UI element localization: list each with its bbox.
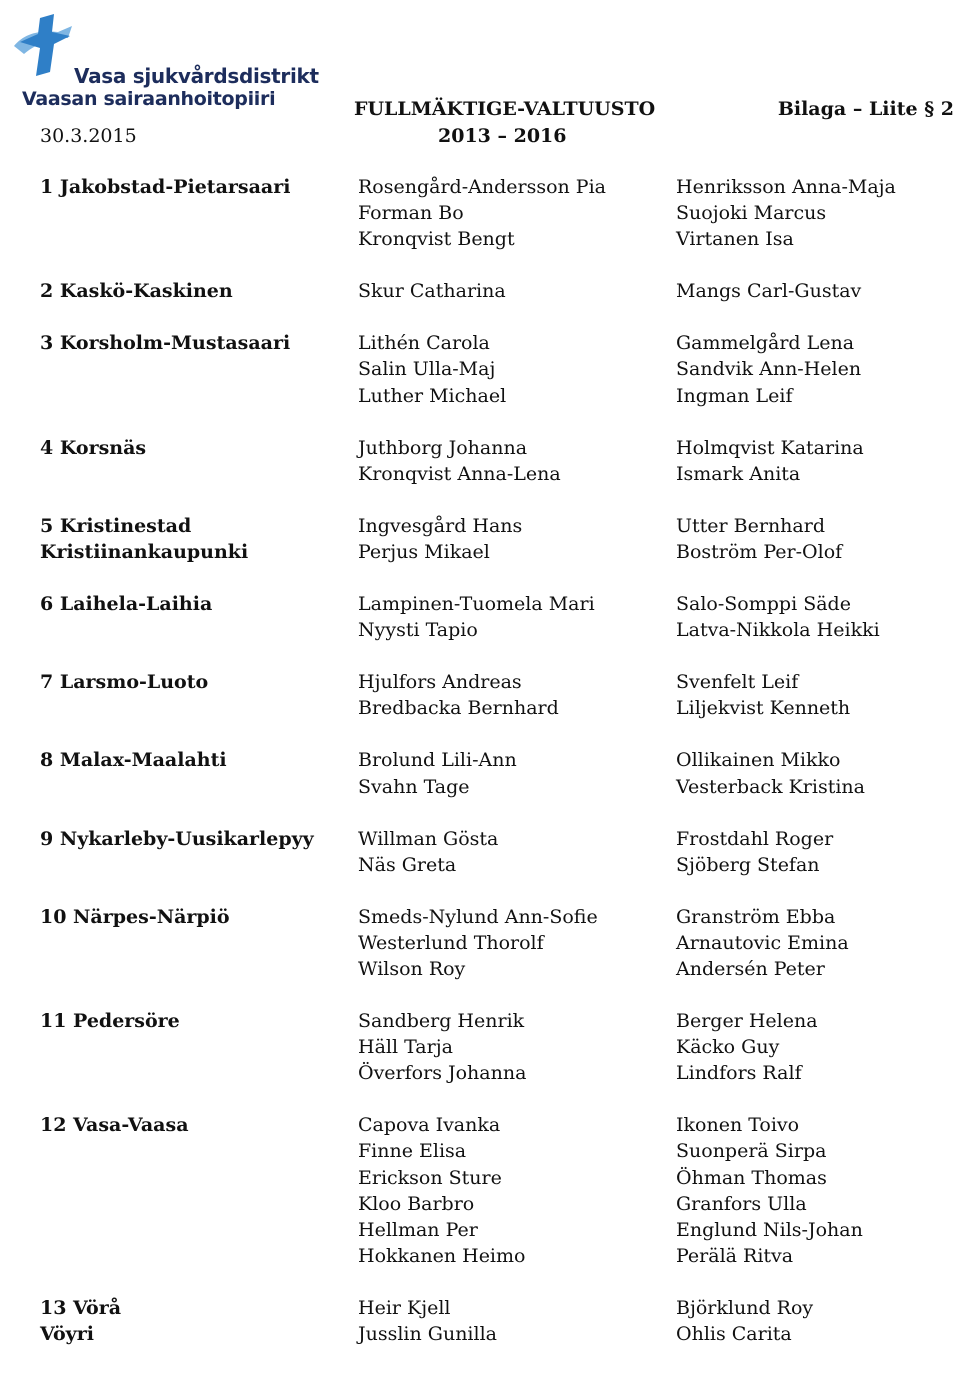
deputy-name: Käcko Guy xyxy=(676,1036,780,1059)
member-name: Lampinen-Tuomela Mari xyxy=(358,593,595,616)
table-row xyxy=(40,330,940,356)
deputy-name: Mangs Carl-Gustav xyxy=(676,280,862,303)
municipality-name xyxy=(40,1034,358,1060)
municipality-name xyxy=(40,1217,358,1243)
municipality-group xyxy=(40,1112,940,1269)
table-row xyxy=(40,461,940,487)
deputy-name: Berger Helena xyxy=(676,1010,818,1033)
municipality-name: 12 Vasa-Vaasa xyxy=(40,1114,189,1137)
member-name: Jusslin Gunilla xyxy=(358,1323,497,1345)
municipality-name: 3 Korsholm-Mustasaari xyxy=(40,332,291,355)
municipality-name: Vöyri xyxy=(40,1323,94,1345)
document-date: 30.3.2015 xyxy=(40,125,137,147)
municipality-group xyxy=(40,435,940,487)
deputy-name: Latva-Nikkola Heikki xyxy=(676,619,880,642)
deputy-name: Arnautovic Emina xyxy=(676,931,849,954)
deputy-name: Suojoki Marcus xyxy=(676,202,827,225)
deputy-name: Sandvik Ann-Helen xyxy=(676,358,862,381)
municipality-name: 11 Pedersöre xyxy=(40,1010,180,1033)
municipality-name: 1 Jakobstad-Pietarsaari xyxy=(40,176,291,198)
municipality-name xyxy=(40,1165,358,1191)
council-member-list xyxy=(40,174,940,1373)
municipality-name xyxy=(40,695,358,721)
term-period: 2013 – 2016 xyxy=(438,125,567,147)
deputy-name: Sjöberg Stefan xyxy=(676,853,820,876)
deputy-name: Utter Bernhard xyxy=(676,514,825,537)
table-row xyxy=(40,1295,940,1321)
municipality-name: 8 Malax-Maalahti xyxy=(40,749,227,772)
deputy-name: Ismark Anita xyxy=(676,462,801,485)
municipality-name: 7 Larsmo-Luoto xyxy=(40,671,209,694)
logo-text-finnish: Vaasan sairaanhoitopiiri xyxy=(22,88,276,110)
member-name: Juthborg Johanna xyxy=(358,436,528,459)
municipality-name xyxy=(40,774,358,800)
deputy-name: Liljekvist Kenneth xyxy=(676,697,851,720)
municipality-name: 10 Närpes-Närpiö xyxy=(40,905,230,928)
member-name: Skur Catharina xyxy=(358,280,506,303)
member-name: Finne Elisa xyxy=(358,1140,467,1163)
table-row xyxy=(40,956,940,982)
member-name: Sandberg Henrik xyxy=(358,1010,525,1033)
deputy-name: Ikonen Toivo xyxy=(676,1114,800,1137)
attachment-label: Bilaga – Liite § 2 xyxy=(777,98,954,120)
logo-text-swedish: Vasa sjukvårdsdistrikt xyxy=(74,64,319,88)
table-row xyxy=(40,1217,940,1243)
municipality-group xyxy=(40,747,940,799)
table-row xyxy=(40,1165,940,1191)
member-name: Kronqvist Bengt xyxy=(358,228,515,251)
deputy-name: Öhman Thomas xyxy=(676,1166,827,1189)
municipality-group xyxy=(40,278,940,304)
table-row xyxy=(40,747,940,773)
municipality-name xyxy=(40,1243,358,1269)
municipality-name xyxy=(40,1191,358,1217)
deputy-name: Holmqvist Katarina xyxy=(676,436,864,459)
member-name: Willman Gösta xyxy=(358,827,499,850)
deputy-name: Granström Ebba xyxy=(676,905,836,928)
deputy-name: Vesterback Kristina xyxy=(676,775,865,798)
member-name: Smeds-Nylund Ann-Sofie xyxy=(358,905,598,928)
table-row xyxy=(40,1060,940,1086)
member-name: Ingvesgård Hans xyxy=(358,514,523,537)
deputy-name: Salo-Somppi Säde xyxy=(676,593,851,616)
logo xyxy=(10,12,319,112)
deputy-name: Suonperä Sirpa xyxy=(676,1140,827,1163)
municipality-name xyxy=(40,1138,358,1164)
table-row xyxy=(40,174,940,200)
table-row xyxy=(40,826,940,852)
municipality-group xyxy=(40,591,940,643)
table-row xyxy=(40,617,940,643)
member-name: Hjulfors Andreas xyxy=(358,671,522,694)
table-row xyxy=(40,1321,940,1347)
municipality-group xyxy=(40,174,940,252)
table-row xyxy=(40,1243,940,1269)
table-row xyxy=(40,1034,940,1060)
municipality-name xyxy=(40,226,358,252)
municipality-group xyxy=(40,1008,940,1086)
municipality-name xyxy=(40,956,358,982)
municipality-name xyxy=(40,200,358,226)
table-row xyxy=(40,1138,940,1164)
table-row xyxy=(40,1191,940,1217)
member-name: Häll Tarja xyxy=(358,1036,453,1059)
table-row xyxy=(40,200,940,226)
member-name: Svahn Tage xyxy=(358,775,470,798)
deputy-name: Perälä Ritva xyxy=(676,1244,794,1267)
document-title: FULLMÄKTIGE-VALTUUSTO xyxy=(354,98,656,120)
municipality-group xyxy=(40,1295,940,1347)
table-row xyxy=(40,930,940,956)
table-row xyxy=(40,226,940,252)
deputy-name: Lindfors Ralf xyxy=(676,1062,802,1085)
table-row xyxy=(40,539,940,565)
deputy-name: Andersén Peter xyxy=(676,957,825,980)
member-name: Kloo Barbro xyxy=(358,1192,475,1215)
member-name: Heir Kjell xyxy=(358,1296,451,1319)
municipality-name xyxy=(40,930,358,956)
member-name: Forman Bo xyxy=(358,202,464,225)
deputy-name: Henriksson Anna-Maja xyxy=(676,176,896,198)
deputy-name: Frostdahl Roger xyxy=(676,827,834,850)
member-name: Kronqvist Anna-Lena xyxy=(358,462,561,485)
deputy-name: Gammelgård Lena xyxy=(676,332,855,355)
table-row xyxy=(40,904,940,930)
member-name: Näs Greta xyxy=(358,853,457,876)
deputy-name: Englund Nils-Johan xyxy=(676,1218,863,1241)
table-row xyxy=(40,695,940,721)
member-name: Luther Michael xyxy=(358,384,507,407)
table-row xyxy=(40,513,940,539)
member-name: Capova Ivanka xyxy=(358,1114,501,1137)
member-name: Hellman Per xyxy=(358,1218,478,1241)
municipality-name xyxy=(40,356,358,382)
member-name: Salin Ulla-Maj xyxy=(358,358,496,381)
municipality-name: Kristiinankaupunki xyxy=(40,540,249,563)
member-name: Rosengård-Andersson Pia xyxy=(358,176,606,198)
member-name: Överfors Johanna xyxy=(358,1062,527,1085)
member-name: Brolund Lili-Ann xyxy=(358,749,517,772)
municipality-group xyxy=(40,513,940,565)
table-row xyxy=(40,435,940,461)
municipality-group xyxy=(40,826,940,878)
municipality-name xyxy=(40,461,358,487)
municipality-name xyxy=(40,852,358,878)
member-name: Westerlund Thorolf xyxy=(358,931,544,954)
table-row xyxy=(40,852,940,878)
municipality-name: 4 Korsnäs xyxy=(40,436,147,459)
municipality-name: 2 Kaskö-Kaskinen xyxy=(40,280,233,303)
member-name: Lithén Carola xyxy=(358,332,490,355)
table-row xyxy=(40,774,940,800)
member-name: Perjus Mikael xyxy=(358,540,490,563)
table-row xyxy=(40,383,940,409)
member-name: Nyysti Tapio xyxy=(358,619,478,642)
municipality-name: 13 Vörå xyxy=(40,1296,122,1319)
municipality-name xyxy=(40,383,358,409)
deputy-name: Ingman Leif xyxy=(676,384,793,407)
table-row xyxy=(40,278,940,304)
deputy-name: Ollikainen Mikko xyxy=(676,749,841,772)
table-row xyxy=(40,1008,940,1034)
deputy-name: Björklund Roy xyxy=(676,1296,814,1319)
deputy-name: Boström Per-Olof xyxy=(676,540,843,563)
table-row xyxy=(40,1112,940,1138)
municipality-group xyxy=(40,330,940,408)
table-row xyxy=(40,669,940,695)
table-row xyxy=(40,591,940,617)
member-name: Wilson Roy xyxy=(358,957,466,980)
municipality-group xyxy=(40,904,940,982)
municipality-group xyxy=(40,669,940,721)
table-row xyxy=(40,356,940,382)
deputy-name: Ohlis Carita xyxy=(676,1323,792,1345)
member-name: Hokkanen Heimo xyxy=(358,1244,526,1267)
deputy-name: Granfors Ulla xyxy=(676,1192,807,1215)
municipality-name: 5 Kristinestad xyxy=(40,514,192,537)
deputy-name: Svenfelt Leif xyxy=(676,671,799,694)
municipality-name: 9 Nykarleby-Uusikarlepyy xyxy=(40,827,314,850)
municipality-name xyxy=(40,1060,358,1086)
municipality-name: 6 Laihela-Laihia xyxy=(40,593,213,616)
member-name: Bredbacka Bernhard xyxy=(358,697,559,720)
member-name: Erickson Sture xyxy=(358,1166,502,1189)
municipality-name xyxy=(40,617,358,643)
deputy-name: Virtanen Isa xyxy=(676,228,794,251)
